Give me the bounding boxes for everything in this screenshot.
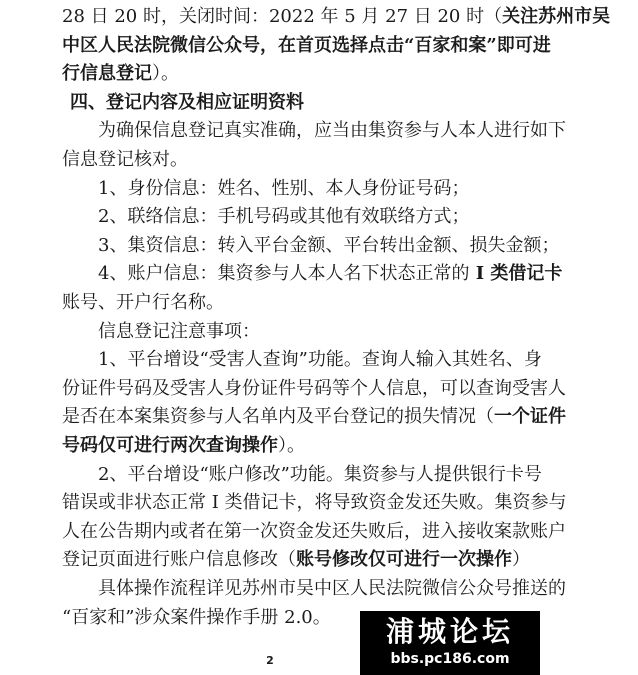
page-number: 2: [266, 654, 274, 667]
watermark-url: bbs.pc186.com: [390, 651, 510, 667]
text-run: 为确保信息登记真实准确，应当由集资参与人本人进行如下: [98, 120, 566, 142]
text-line: [98, 464, 638, 486]
text-run: “百家和”涉众案件操作手册 2.0。: [62, 606, 331, 628]
text-line: [62, 149, 602, 171]
text-line: [98, 120, 638, 142]
text-line: [62, 292, 602, 314]
text-run: 错误或非状态正常 I 类借记卡，将导致资金发还失败。集资参与: [62, 492, 567, 514]
text-run-bold: 行信息登记: [62, 63, 152, 85]
text-line: [62, 406, 602, 428]
text-run-bold: 一个证件: [494, 406, 566, 428]
text-run: ）。: [278, 435, 305, 456]
text-run: 2、平台增设“账户修改”功能。集资参与人提供银行卡号: [98, 463, 542, 485]
text-run: 信息登记注意事项：: [98, 320, 260, 342]
text-line: [62, 63, 602, 85]
watermark-title: 浦城论坛: [385, 615, 514, 648]
text-run-bold: 中区人民法院微信公众号，在首页选择点击“百家和案”即可进: [62, 34, 551, 56]
text-run: ）: [512, 549, 530, 571]
text-line: [98, 178, 638, 200]
text-run: ）。: [152, 63, 179, 85]
text-run-bold: I 类借记卡: [469, 263, 563, 285]
forum-watermark: [360, 611, 540, 675]
text-line: [98, 263, 638, 285]
text-line: [98, 349, 638, 371]
text-run: 具体操作流程详见苏州市吴中区人民法院微信公众号推送的: [98, 578, 566, 599]
text-line: [62, 35, 602, 57]
text-line: [62, 521, 602, 543]
text-line: [62, 435, 602, 457]
text-run: 4、账户信息：集资参与人本人名下状态正常的: [98, 263, 470, 285]
text-run: 28 日 20 时，关闭时间：2022 年 5 月 27 日 20 时（: [62, 6, 503, 27]
text-line: [98, 206, 638, 228]
text-run-bold: 号码仅可进行两次查询操作: [62, 435, 278, 456]
text-run: 2、联络信息：手机号码或其他有效联络方式；: [98, 206, 470, 228]
section-heading: [70, 92, 610, 114]
text-line: [98, 235, 638, 257]
text-run: 是否在本案集资参与人名单内及平台登记的损失情况（: [62, 406, 494, 428]
text-run-bold: 关注苏州市吴: [502, 6, 611, 27]
text-line: [62, 378, 602, 400]
text-run: 登记页面进行账户信息修改（: [62, 549, 296, 571]
text-line: [62, 492, 602, 514]
text-line: [62, 6, 611, 28]
text-run: 人在公告期内或者在第一次资金发还失败后，进入接收案款账户: [62, 520, 566, 542]
text-run: 信息登记核对。: [62, 149, 188, 170]
text-run: 账号、开户行名称。: [62, 292, 224, 313]
text-run-bold: 四、登记内容及相应证明资料: [70, 91, 304, 113]
text-run: 1、身份信息：姓名、性别、本人身份证号码；: [98, 177, 470, 199]
text-line: [98, 321, 638, 343]
text-run: 1、平台增设“受害人查询”功能。查询人输入其姓名、身: [98, 349, 542, 371]
text-line: [98, 578, 638, 600]
text-line: [62, 549, 602, 571]
text-run: 份证件号码及受害人身份证件号码等个人信息，可以查询受害人: [62, 377, 566, 399]
text-run-bold: 账号修改仅可进行一次操作: [296, 549, 512, 571]
text-run: 3、集资信息：转入平台金额、平台转出金额、损失金额；: [98, 234, 560, 256]
